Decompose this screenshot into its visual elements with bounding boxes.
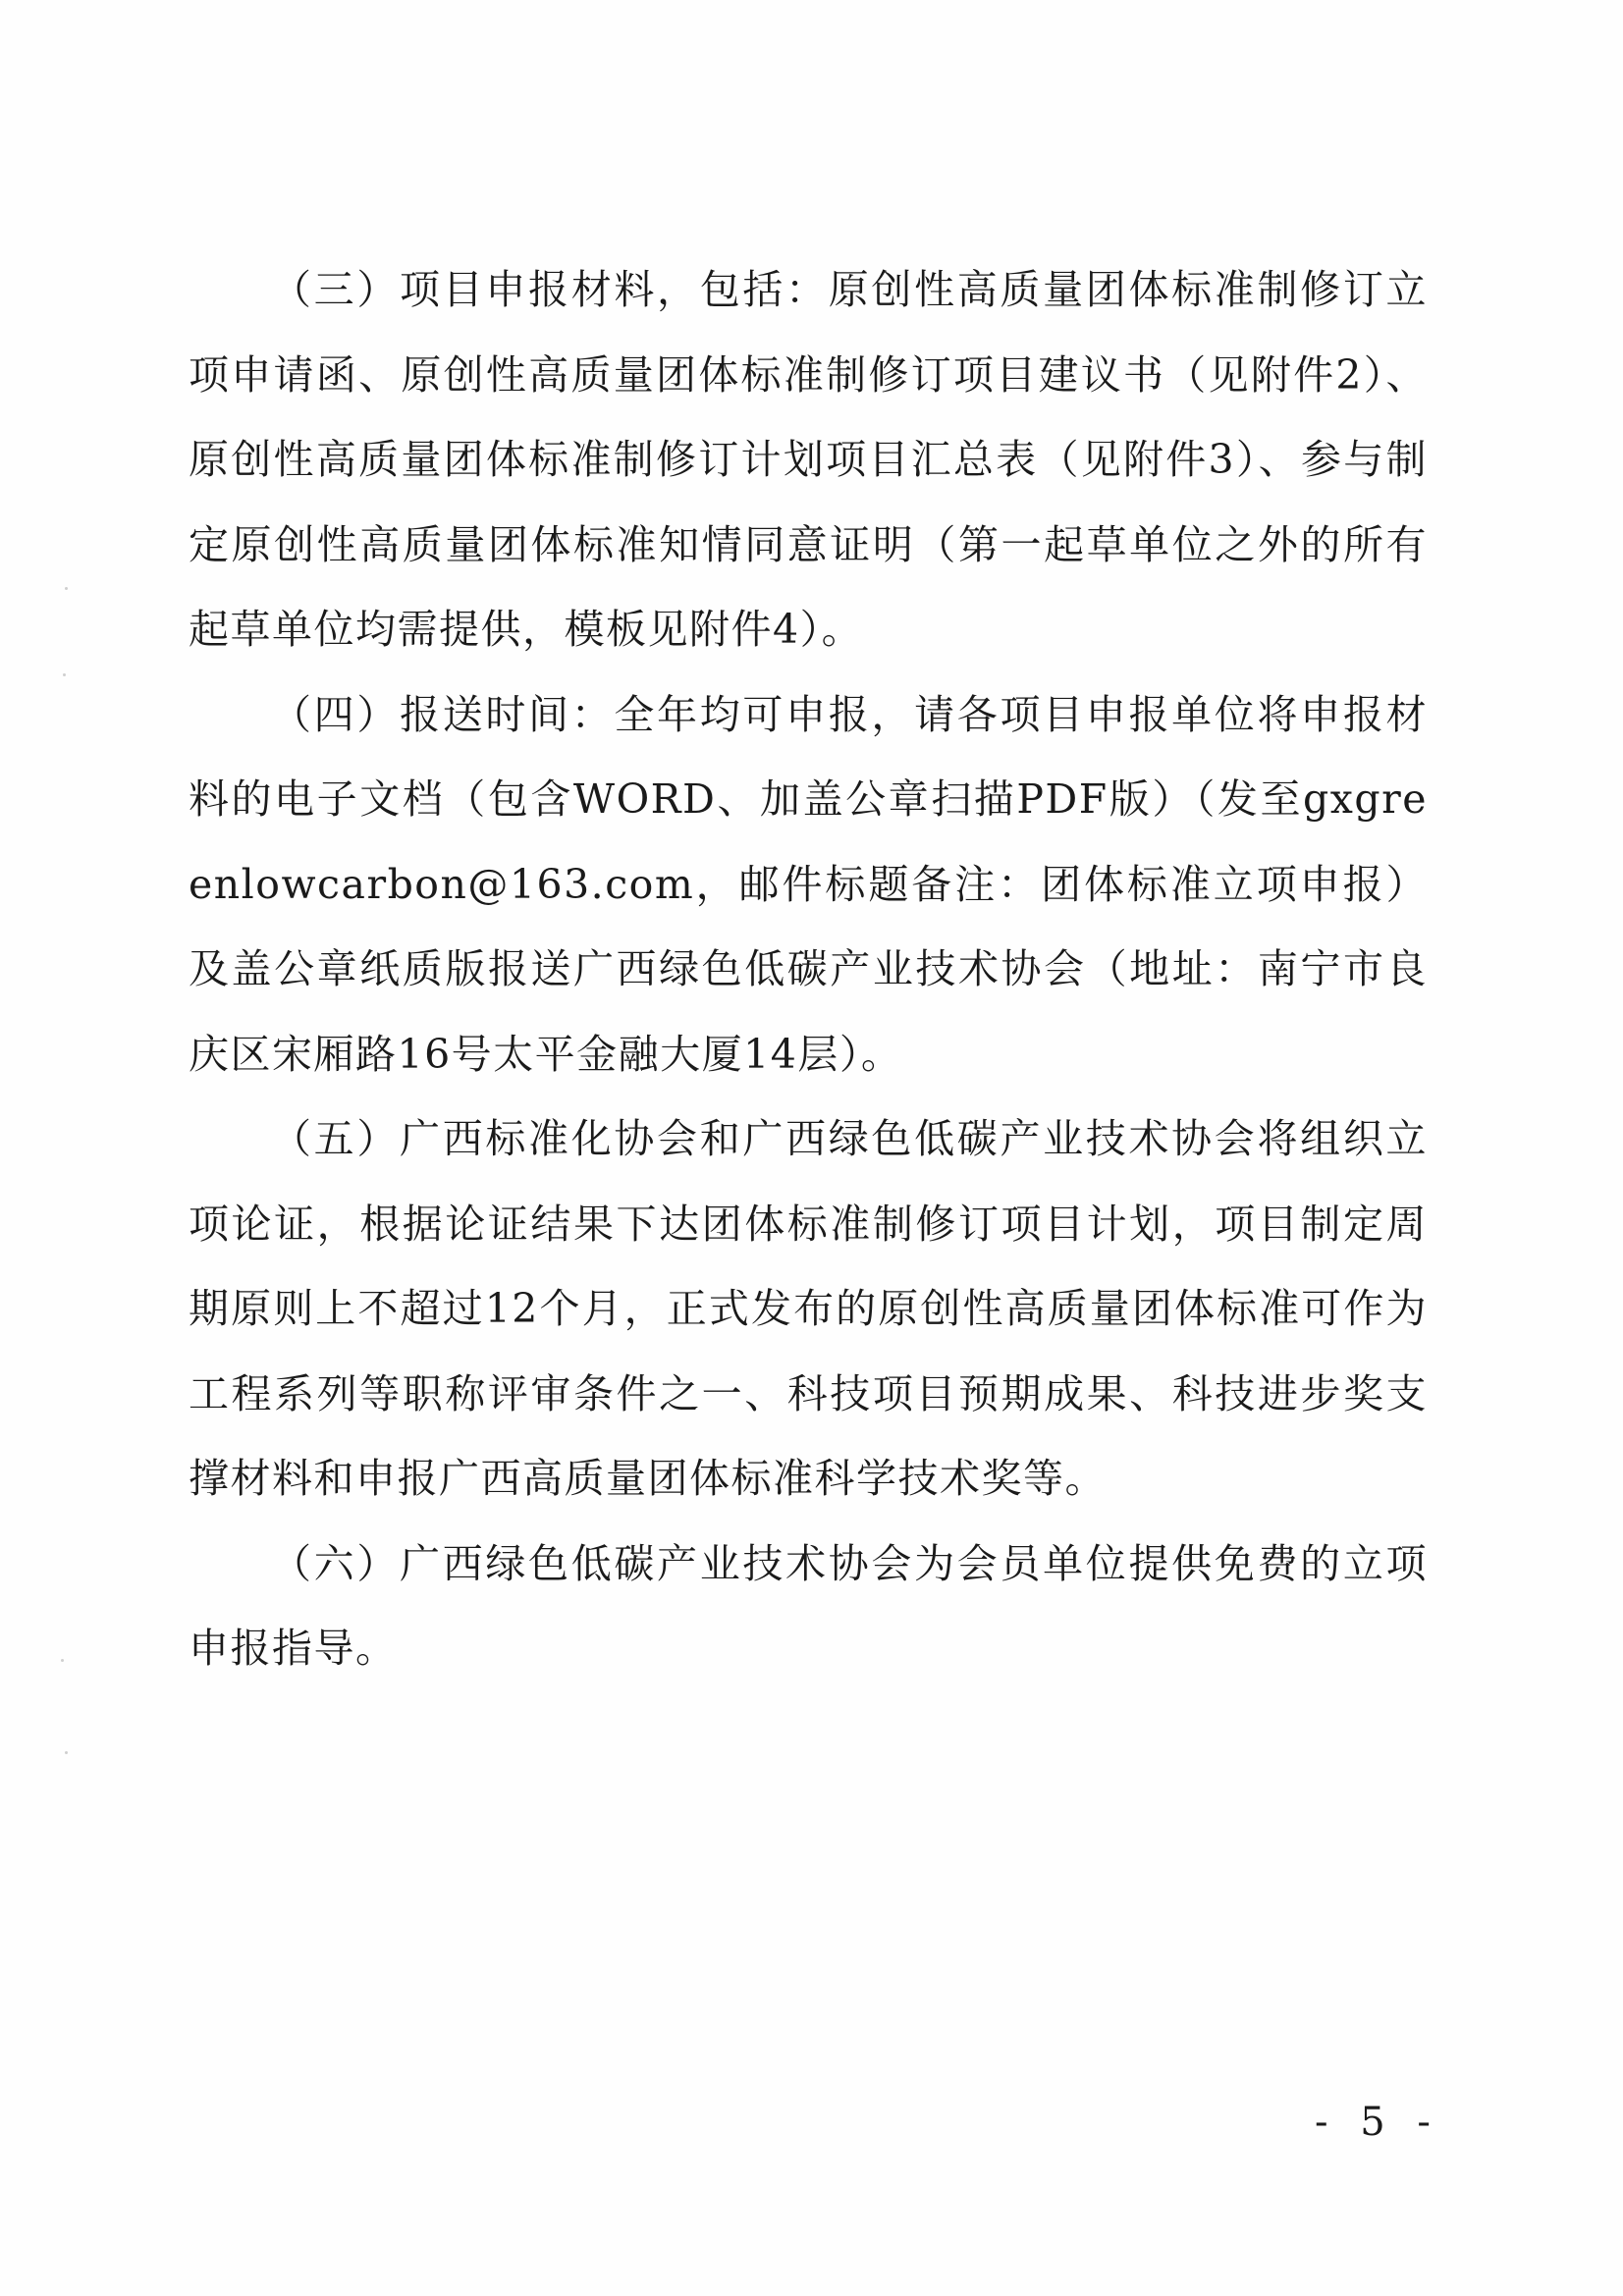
paragraph-4-submission-time: （四）报送时间：全年均可申报，请各项目申报单位将申报材料的电子文档（包含WORD、加盖公章扫描PDF版）（发至gxgreenlowcarbon@163.com，邮件标题备注：团体标准立项申报）及盖公章纸质版报送广西绿色低碳产业技术协会（地址：南宁市良庆区宋厢路16号太平金融大厦14层）。 [189, 690, 1428, 1078]
paragraph-6-guidance: （六）广西绿色低碳产业技术协会为会员单位提供免费的立项申报指导。 [189, 1539, 1428, 1672]
scan-speck [65, 1751, 68, 1754]
document-body [189, 247, 1428, 1691]
paragraph-5-project-review: （五）广西标准化协会和广西绿色低碳产业技术协会将组织立项论证，根据论证结果下达团体标准制修订项目计划，项目制定周期原则上不超过12个月，正式发布的原创性高质量团体标准可作为工程系列等职称评审条件之一、科技项目预期成果、科技进步奖支撑材料和申报广西高质量团体标准科学技术奖等。 [189, 1115, 1428, 1502]
scan-speck [65, 587, 68, 590]
paragraph-3-application-materials: （三）项目申报材料，包括：原创性高质量团体标准制修订立项申请函、原创性高质量团体标准制修订项目建议书（见附件2）、原创性高质量团体标准制修订计划项目汇总表（见附件3）、参与制定原创性高质量团体标准知情同意证明（第一起草单位之外的所有起草单位均需提供，模板见附件4）。 [189, 266, 1428, 653]
scan-speck [63, 673, 66, 676]
scan-speck [61, 1659, 64, 1662]
page-number: - 5 - [1315, 2100, 1440, 2145]
